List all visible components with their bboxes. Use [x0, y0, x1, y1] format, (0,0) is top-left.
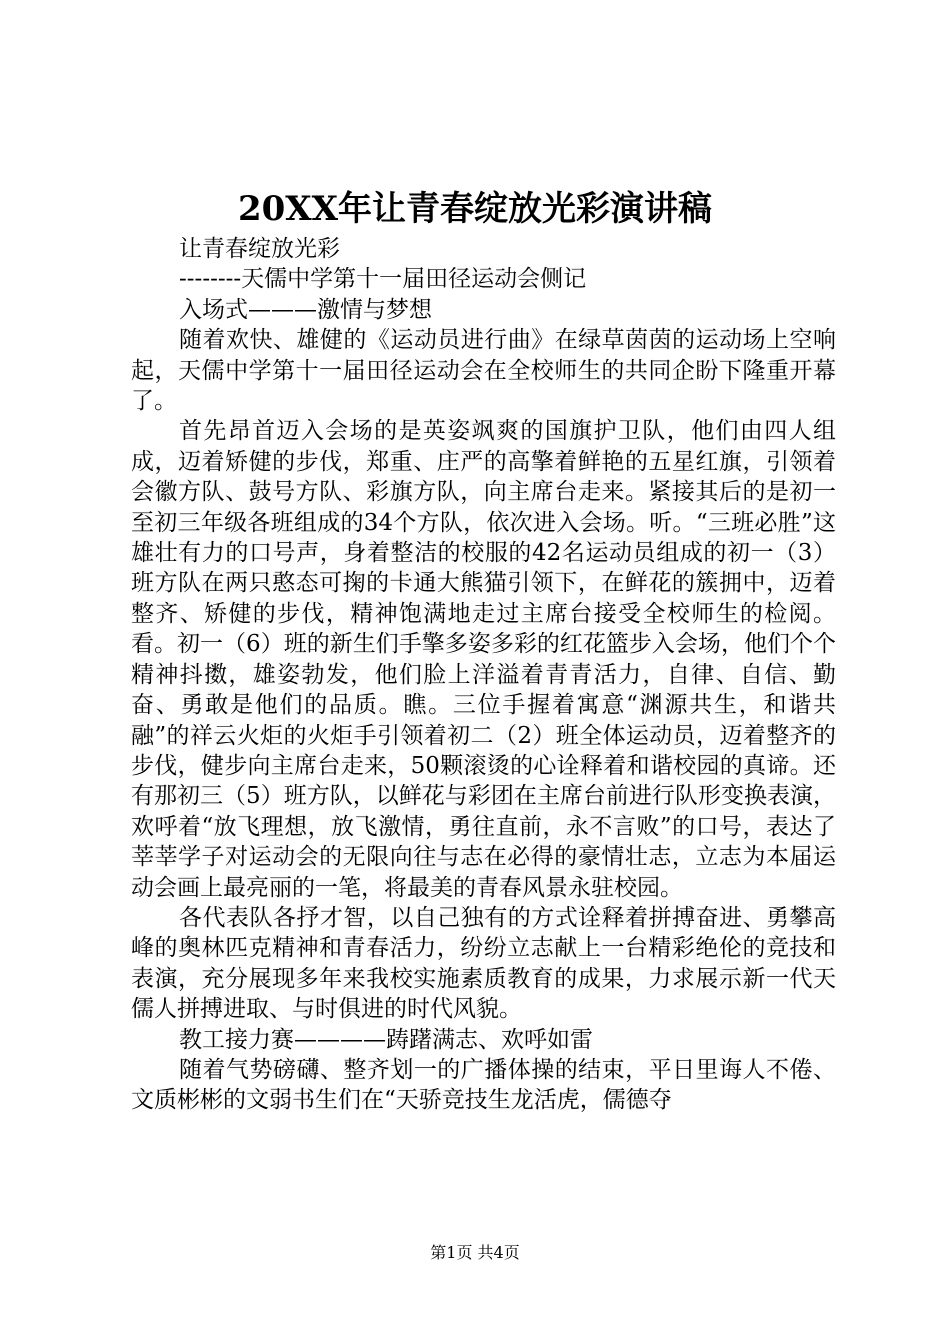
- section-heading-relay: 教工接力赛————踌躇满志、欢呼如雷: [179, 1026, 593, 1053]
- body-paragraph: 各代表队各抒才智，以自己独有的方式诠释着拼搏奋进、勇攀高峰的奥林匹克精神和青春活力，纷纷立志献上一台精彩绝伦的竞技和表演，充分展现多年来我校实施素质教育的成果，力求展示新一代天儒人拼搏进取、与时俱进的时代风貌。: [131, 904, 836, 1023]
- body-paragraph: 随着气势磅礴、整齐划一的广播体操的结束，平日里诲人不倦、文质彬彬的文弱书生们在“天骄竞技生龙活虎，儒德夺: [131, 1056, 836, 1114]
- document-title: 20XX年让青春绽放光彩演讲稿: [237, 189, 713, 229]
- body-paragraph: 首先昂首迈入会场的是英姿飒爽的国旗护卫队，他们由四人组成，迈着矫健的步伐，郑重、庄严的高擎着鲜艳的五星红旗，引领着会徽方队、鼓号方队、彩旗方队，向主席台走来。紧接其后的是初一至初三年级各班组成的34个方队，依次进入会场。听。“三班必胜”这雄壮有力的口号声，身着整洁的校服的42名运动员组成的初一（3）班方队在两只憨态可掬的卡通大熊猫引领下，在鲜花的簇拥中，迈着整齐、矫健的步伐，精神饱满地走过主席台接受全校师生的检阅。看。初一（6）班的新生们手擎多姿多彩的红花篮步入会场，他们个个精神抖擞，雄姿勃发，他们脸上洋溢着青青活力，自律、自信、勤奋、勇敢是他们的品质。瞧。三位手握着寓意“渊源共生，和谐共融”的祥云火炬的火炬手引领着初二（2）班全体运动员，迈着整齐的步伐，健步向主席台走来，50颗滚烫的心诠释着和谐校园的真谛。还有那初三（5）班方队，以鲜花与彩团在主席台前进行队形变换表演，欢呼着“放飞理想，放飞激情，勇往直前，永不言败”的口号，表达了莘莘学子对运动会的无限向往与志在必得的豪情壮志，立志为本届运动会画上最亮丽的一笔，将最美的青春风景永驻校园。: [131, 418, 836, 901]
- byline-paragraph: --------天儒中学第十一届田径运动会侧记: [179, 266, 587, 293]
- subtitle-paragraph: 让青春绽放光彩: [179, 236, 340, 262]
- document-body: [131, 234, 836, 1116]
- section-heading-opening: 入场式———激情与梦想: [179, 296, 432, 323]
- body-paragraph: 随着欢快、雄健的《运动员进行曲》在绿草茵茵的运动场上空响起，天儒中学第十一届田径运动会在全校师生的共同企盼下隆重开幕了。: [131, 327, 836, 415]
- page-footer: 第1页 共4页: [430, 1243, 520, 1262]
